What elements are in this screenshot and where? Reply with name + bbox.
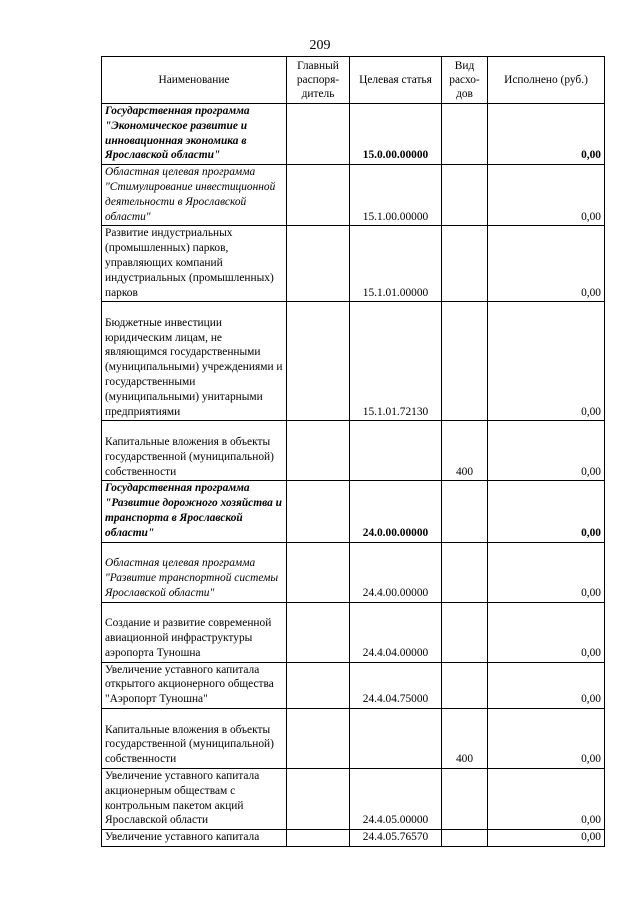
cell-name: Областная целевая программа "Стимулирование инвестиционной деятельности в Ярославской области" [102, 165, 287, 226]
cell-amount: 0,00 [488, 226, 605, 302]
table-row [102, 104, 605, 165]
cell-amount: 0,00 [488, 708, 605, 768]
cell-name: Увеличение уставного капитала акционерным обществам с контрольным пакетом акций Ярославской области [102, 768, 287, 829]
cell-name: Развитие индустриальных (промышленных) парков, управляющих компаний индустриальных (промышленных) парков [102, 226, 287, 302]
header-amount: Исполнено (руб.) [488, 57, 605, 104]
cell-name: Капитальные вложения в объекты государственной (муниципальной) собственности [102, 421, 287, 481]
cell-expense [442, 542, 488, 602]
cell-admin [287, 302, 350, 421]
cell-expense [442, 302, 488, 421]
cell-amount: 0,00 [488, 302, 605, 421]
header-expense: Вид расхо-дов [442, 57, 488, 104]
cell-expense: 400 [442, 421, 488, 481]
cell-admin [287, 104, 350, 165]
budget-execution-table [101, 56, 605, 847]
cell-admin [287, 165, 350, 226]
cell-amount: 0,00 [488, 602, 605, 662]
cell-admin [287, 226, 350, 302]
cell-amount: 0,00 [488, 104, 605, 165]
cell-target [350, 421, 442, 481]
table-row [102, 542, 605, 602]
cell-expense [442, 165, 488, 226]
cell-expense [442, 226, 488, 302]
cell-expense [442, 830, 488, 847]
cell-target [350, 708, 442, 768]
table-row [102, 602, 605, 662]
cell-admin [287, 481, 350, 542]
cell-expense [442, 602, 488, 662]
header-admin: Главный распоря-дитель [287, 57, 350, 104]
cell-target: 15.1.01.72130 [350, 302, 442, 421]
cell-amount: 0,00 [488, 662, 605, 708]
cell-target: 15.1.00.00000 [350, 165, 442, 226]
cell-name: Увеличение уставного капитала открытого акционерного общества "Аэропорт Туношна" [102, 662, 287, 708]
table-row [102, 226, 605, 302]
cell-expense [442, 481, 488, 542]
cell-admin [287, 768, 350, 829]
cell-target: 24.4.04.00000 [350, 602, 442, 662]
table-row [102, 421, 605, 481]
cell-admin [287, 662, 350, 708]
header-name: Наименование [102, 57, 287, 104]
cell-target: 24.4.05.76570 [350, 830, 442, 847]
cell-expense [442, 104, 488, 165]
cell-name: Увеличение уставного капитала [102, 830, 287, 847]
cell-name: Областная целевая программа "Развитие транспортной системы Ярославской области" [102, 542, 287, 602]
cell-target: 24.0.00.00000 [350, 481, 442, 542]
cell-expense: 400 [442, 708, 488, 768]
table-row [102, 302, 605, 421]
cell-admin [287, 708, 350, 768]
cell-admin [287, 830, 350, 847]
table-row [102, 830, 605, 847]
table-row [102, 481, 605, 542]
cell-name: Бюджетные инвестиции юридическим лицам, не являющимся государственными (муниципальными) учреждениями и государственными (муниципальными) унитарными предприятиями [102, 302, 287, 421]
cell-admin [287, 602, 350, 662]
cell-name: Капитальные вложения в объекты государственной (муниципальной) собственности [102, 708, 287, 768]
page-number: 209 [309, 38, 331, 53]
table-header-row [102, 57, 605, 104]
cell-name: Государственная программа "Экономическое развитие и инновационная экономика в Ярославской области" [102, 104, 287, 165]
cell-target: 24.4.00.00000 [350, 542, 442, 602]
table-body [102, 104, 605, 847]
cell-amount: 0,00 [488, 768, 605, 829]
table-row [102, 768, 605, 829]
cell-expense [442, 768, 488, 829]
cell-amount: 0,00 [488, 481, 605, 542]
cell-amount: 0,00 [488, 542, 605, 602]
cell-amount: 0,00 [488, 165, 605, 226]
table-row [102, 165, 605, 226]
cell-target: 24.4.04.75000 [350, 662, 442, 708]
cell-amount: 0,00 [488, 421, 605, 481]
table-row [102, 662, 605, 708]
cell-expense [442, 662, 488, 708]
cell-target: 15.1.01.00000 [350, 226, 442, 302]
cell-name: Создание и развитие современной авиационной инфраструктуры аэропорта Туношна [102, 602, 287, 662]
cell-admin [287, 421, 350, 481]
cell-admin [287, 542, 350, 602]
table-row [102, 708, 605, 768]
cell-target: 15.0.00.00000 [350, 104, 442, 165]
cell-amount: 0,00 [488, 830, 605, 847]
header-target: Целевая статья [350, 57, 442, 104]
cell-name: Государственная программа "Развитие дорожного хозяйства и транспорта в Ярославской области" [102, 481, 287, 542]
cell-target: 24.4.05.00000 [350, 768, 442, 829]
